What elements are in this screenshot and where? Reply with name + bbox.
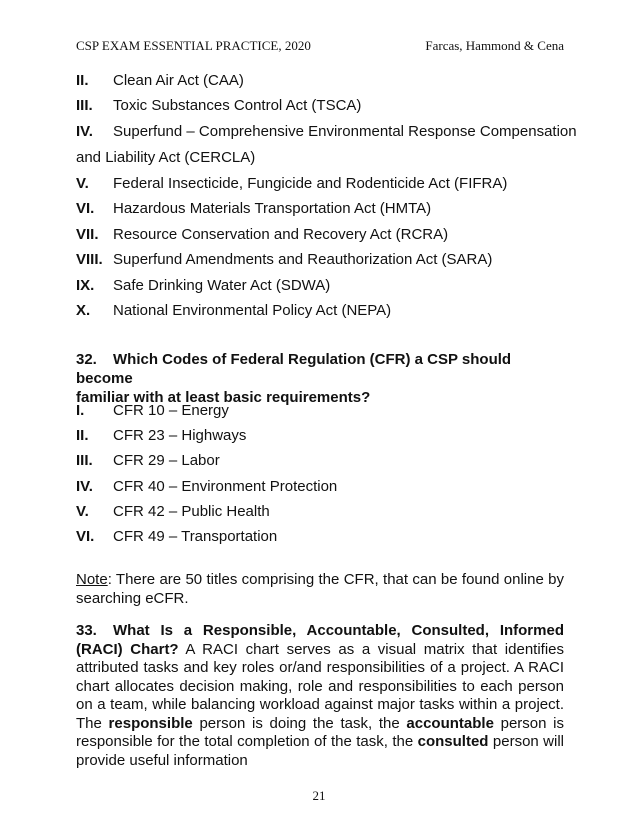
cfr-text: CFR 49 – Transportation <box>113 528 278 545</box>
act-number: V. <box>76 175 89 192</box>
act-item <box>76 200 431 217</box>
cfr-number: IV. <box>76 478 93 495</box>
question-body: person will provide useful information <box>76 733 564 769</box>
question-32 <box>76 350 564 407</box>
act-text: Safe Drinking Water Act (SDWA) <box>113 277 331 294</box>
note-label: Note <box>76 571 108 588</box>
cfr-text: CFR 29 – Labor <box>113 452 220 469</box>
act-item <box>76 277 330 294</box>
question-body: A RACI chart serves as a visual matrix that identifies attributed tasks and key roles or/and responsibilities of a project. A RACI chart allocates decision making, role and responsibilities to each person on a team, while balancing workload against major tasks within a project. The <box>76 640 565 732</box>
question-33 <box>76 622 564 770</box>
cfr-item <box>76 503 270 520</box>
act-item <box>76 72 244 89</box>
cfr-number: I. <box>76 402 85 419</box>
cfr-number: VI. <box>76 528 95 545</box>
term-responsible: responsible <box>108 714 193 732</box>
act-number: VIII. <box>76 251 103 268</box>
question-line-2: familiar with at least basic requirements? <box>76 389 371 406</box>
act-number: X. <box>76 302 91 319</box>
act-text: Hazardous Materials Transportation Act (HMTA) <box>113 200 432 217</box>
cfr-text: CFR 10 – Energy <box>113 402 229 419</box>
cfr-text: CFR 40 – Environment Protection <box>113 478 338 495</box>
cfr-item <box>76 478 337 495</box>
question-line-1: Which Codes of Federal Regulation (CFR) a CSP should become <box>76 351 512 387</box>
act-continuation: and Liability Act (CERCLA) <box>76 149 256 166</box>
cfr-text: CFR 42 – Public Health <box>113 503 270 520</box>
question-number: 33. <box>76 622 97 639</box>
note-text: : There are 50 titles comprising the CFR, that can be found online by searching eCFR. <box>76 571 564 607</box>
term-accountable: accountable <box>406 714 494 732</box>
cfr-text: CFR 23 – Highways <box>113 427 247 444</box>
act-item <box>76 97 361 114</box>
act-text: National Environmental Policy Act (NEPA) <box>113 302 392 319</box>
act-number: VI. <box>76 200 95 217</box>
cfr-item <box>76 452 220 469</box>
note-paragraph <box>76 571 564 608</box>
question-body: person is doing the task, the <box>192 714 407 732</box>
cfr-number: III. <box>76 452 93 469</box>
page-number: 21 <box>312 788 326 803</box>
act-text: Superfund – Comprehensive Environmental Response Compensation <box>113 123 577 140</box>
act-item <box>76 226 448 243</box>
act-number: IX. <box>76 277 95 294</box>
header-authors: Farcas, Hammond & Cena <box>425 38 564 53</box>
cfr-item <box>76 528 277 545</box>
act-number: II. <box>76 72 89 89</box>
act-item <box>76 123 577 140</box>
question-number: 32. <box>76 351 97 368</box>
act-text: Resource Conservation and Recovery Act (RCRA) <box>113 226 449 243</box>
act-item <box>76 175 507 192</box>
question-body: person is responsible for the total completion of the task, the <box>76 714 565 750</box>
act-text: Clean Air Act (CAA) <box>113 72 244 89</box>
act-item <box>76 302 391 319</box>
act-text: Federal Insecticide, Fungicide and Rodenticide Act (FIFRA) <box>113 175 508 192</box>
act-item <box>76 251 492 268</box>
act-text: Superfund Amendments and Reauthorization Act (SARA) <box>113 251 493 268</box>
act-number: III. <box>76 97 93 114</box>
cfr-item <box>76 402 229 419</box>
cfr-number: II. <box>76 427 89 444</box>
cfr-item <box>76 427 246 444</box>
act-text: Toxic Substances Control Act (TSCA) <box>113 97 362 114</box>
act-number: IV. <box>76 123 93 140</box>
cfr-number: V. <box>76 503 89 520</box>
header-title: CSP EXAM ESSENTIAL PRACTICE, 2020 <box>76 38 311 53</box>
term-consulted: consulted <box>417 733 489 750</box>
question-title: What Is a Responsible, Accountable, Consulted, Informed (RACI) Chart? <box>76 622 564 658</box>
act-number: VII. <box>76 226 99 243</box>
